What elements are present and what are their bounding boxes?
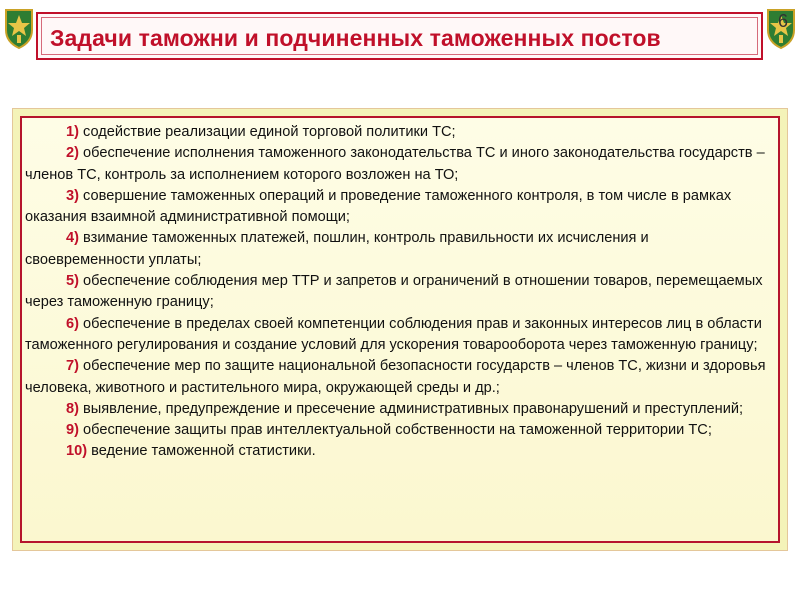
page-title: Задачи таможни и подчиненных таможенных постов bbox=[50, 25, 661, 51]
item-text: обеспечение исполнения таможенного законодательства ТС и иного законодательства государств – членов ТС, контроль за исполнением которого возложен на ТО; bbox=[25, 145, 765, 183]
item-number: 5) bbox=[66, 273, 79, 290]
item-text: содействие реализации единой торговой политики ТС; bbox=[78, 124, 456, 140]
customs-emblem-icon bbox=[2, 6, 36, 50]
item-text: совершение таможенных операций и проведение таможенного контроля, в том числе в рамках оказания взаимной административной помощи; bbox=[25, 187, 732, 226]
list-item bbox=[25, 228, 772, 271]
item-number: 6) bbox=[66, 315, 79, 332]
item-number: 7) bbox=[66, 358, 79, 375]
item-number: 9) bbox=[66, 422, 79, 439]
page-number: 6 bbox=[777, 11, 788, 31]
list-item bbox=[25, 441, 772, 462]
tasks-list bbox=[25, 122, 772, 463]
item-number: 2) bbox=[66, 145, 79, 162]
list-item bbox=[25, 271, 772, 314]
list-item bbox=[25, 143, 772, 186]
content-box bbox=[12, 108, 788, 551]
content-frame bbox=[20, 116, 780, 543]
item-number: 4) bbox=[66, 230, 79, 247]
list-item bbox=[25, 356, 772, 399]
item-number: 1) bbox=[66, 124, 79, 140]
item-number: 3) bbox=[66, 187, 79, 204]
list-item bbox=[25, 186, 772, 229]
item-text: выявление, предупреждение и пресечение административных правонарушений и преступлений; bbox=[78, 400, 744, 417]
list-item bbox=[25, 122, 772, 143]
list-item bbox=[25, 314, 772, 357]
item-text: ведение таможенной статистики. bbox=[87, 443, 316, 460]
list-item bbox=[25, 399, 772, 420]
list-item bbox=[25, 420, 772, 441]
title-frame bbox=[36, 12, 763, 60]
item-number: 8) bbox=[66, 400, 79, 417]
item-text: обеспечение мер по защите национальной безопасности государств – членов ТС, жизни и здоровья человека, животного и растительного мира, окружающей среды и др.; bbox=[25, 358, 766, 396]
item-text: взимание таможенных платежей, пошлин, контроль правильности их исчисления и своевременности уплаты; bbox=[25, 230, 649, 268]
item-text: обеспечение соблюдения мер ТТР и запретов и ограничений в отношении товаров, перемещаемых через таможенную границу; bbox=[25, 273, 763, 311]
item-number: 10) bbox=[66, 443, 88, 460]
item-text: обеспечение в пределах своей компетенции соблюдения прав и законных интересов лиц в области таможенного регулирования и создание условий для ускорения товарооборота через таможенную границу; bbox=[25, 315, 762, 353]
item-text: обеспечение защиты прав интеллектуальной собственности на таможенной территории ТС; bbox=[78, 422, 712, 439]
